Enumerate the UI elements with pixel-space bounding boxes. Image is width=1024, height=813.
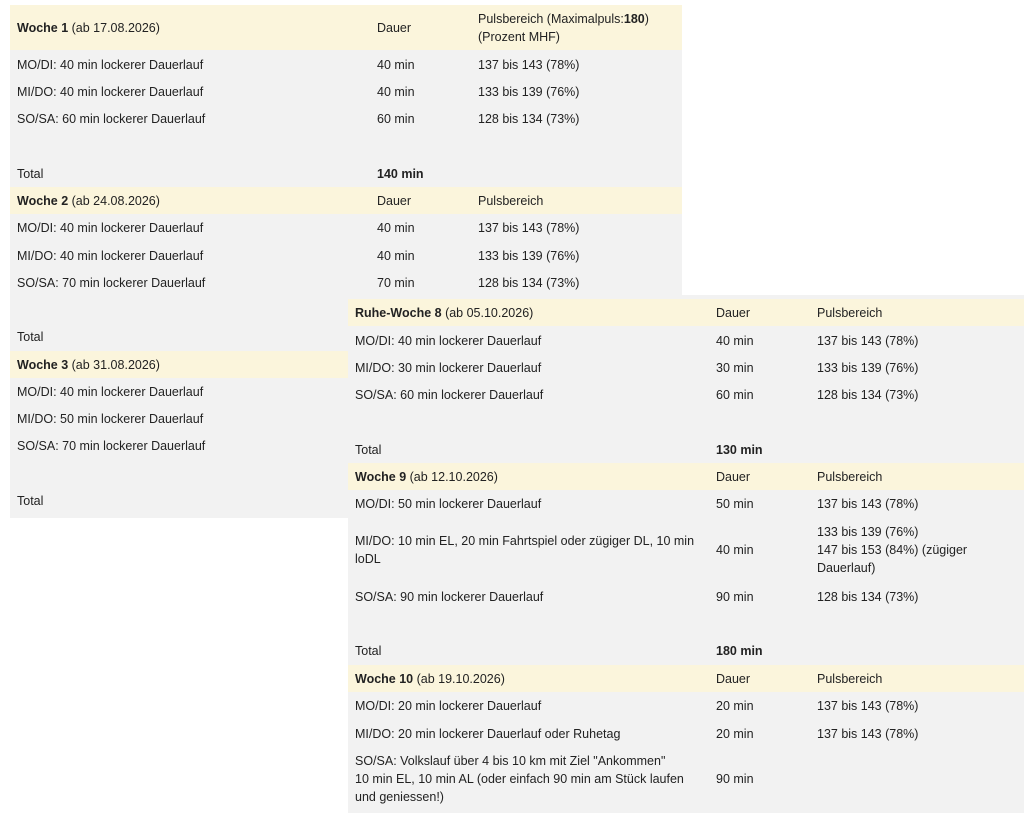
table-row: MO/DI: 50 min lockerer Dauerlauf 50 min 137 bis 143 (78%) [355,497,919,511]
table-row: MO/DI: 40 min lockerer Dauerlauf 40 min 137 bis 143 (78%) [355,334,919,348]
total-row: Total 140 min [17,167,424,181]
col-dauer: Dauer [716,305,751,320]
table-row: MI/DO: 40 min lockerer Dauerlauf 40 min 133 bis 139 (76%) [17,85,580,99]
training-table-weeks-8-10 [348,295,1024,813]
table-row: MI/DO: 50 min lockerer Dauerlauf [17,412,204,426]
col-pulsbereich: Pulsbereich (Maximalpuls:180) (Prozent MHF) [478,12,649,44]
week-10-title: Woche 10 (ab 19.10.2026) [355,671,505,686]
total-row: Total 180 min [355,644,763,658]
col-pulsbereich: Pulsbereich [478,193,544,208]
total-row: Total [17,330,44,344]
table-row: MO/DI: 40 min lockerer Dauerlauf [17,385,204,399]
table-row: MI/DO: 40 min lockerer Dauerlauf 40 min 133 bis 139 (76%) [17,249,580,263]
col-pulsbereich: Pulsbereich [817,305,883,320]
col-dauer: Dauer [716,671,751,686]
week-2-title: Woche 2 (ab 24.08.2026) [17,193,160,208]
week-10-header [348,665,1024,692]
total-row: Total 130 min [355,443,763,457]
table-row: SO/SA: Volkslauf über 4 bis 10 km mit Ziel "Ankommen" 10 min EL, 10 min AL (oder einfach 90 min am Stück laufen und geniessen!) 90 min [355,754,754,804]
week-8-header [348,299,1024,326]
table-row: MI/DO: 30 min lockerer Dauerlauf 30 min 133 bis 139 (76%) [355,361,919,375]
table-row: SO/SA: 70 min lockerer Dauerlauf [17,439,206,453]
week-8-title: Ruhe-Woche 8 (ab 05.10.2026) [355,305,534,320]
col-pulsbereich: Pulsbereich [817,469,883,484]
table-row: MO/DI: 20 min lockerer Dauerlauf 20 min 137 bis 143 (78%) [355,699,919,713]
total-row: Total [17,494,44,508]
table-row: MI/DO: 10 min EL, 20 min Fahrtspiel oder zügiger DL, 10 min loDL 40 min 133 bis 139 (76%) 147 bis 153 (84%) (zügiger Dauerlauf) [355,525,968,575]
week-9-title: Woche 9 (ab 12.10.2026) [355,469,498,484]
table-row: SO/SA: 90 min lockerer Dauerlauf 90 min 128 bis 134 (73%) [355,590,919,604]
col-dauer: Dauer [377,193,412,208]
week-1-title: Woche 1 (ab 17.08.2026) [17,20,160,35]
col-dauer: Dauer [377,20,412,35]
table-row: SO/SA: 60 min lockerer Dauerlauf 60 min 128 bis 134 (73%) [17,112,580,126]
table-row: SO/SA: 60 min lockerer Dauerlauf 60 min 128 bis 134 (73%) [355,388,919,402]
table-row: MO/DI: 40 min lockerer Dauerlauf 40 min 137 bis 143 (78%) [17,221,580,235]
table-row: SO/SA: 70 min lockerer Dauerlauf 70 min 128 bis 134 (73%) [17,276,580,290]
week-9-header [348,463,1024,490]
col-dauer: Dauer [716,469,751,484]
week-2-header [10,187,682,214]
week-3-title: Woche 3 (ab 31.08.2026) [17,357,160,372]
week-1-header [10,5,682,50]
col-pulsbereich: Pulsbereich [817,671,883,686]
table-row: MI/DO: 20 min lockerer Dauerlauf oder Ruhetag 20 min 137 bis 143 (78%) [355,727,919,741]
table-row: MO/DI: 40 min lockerer Dauerlauf 40 min 137 bis 143 (78%) [17,58,580,72]
